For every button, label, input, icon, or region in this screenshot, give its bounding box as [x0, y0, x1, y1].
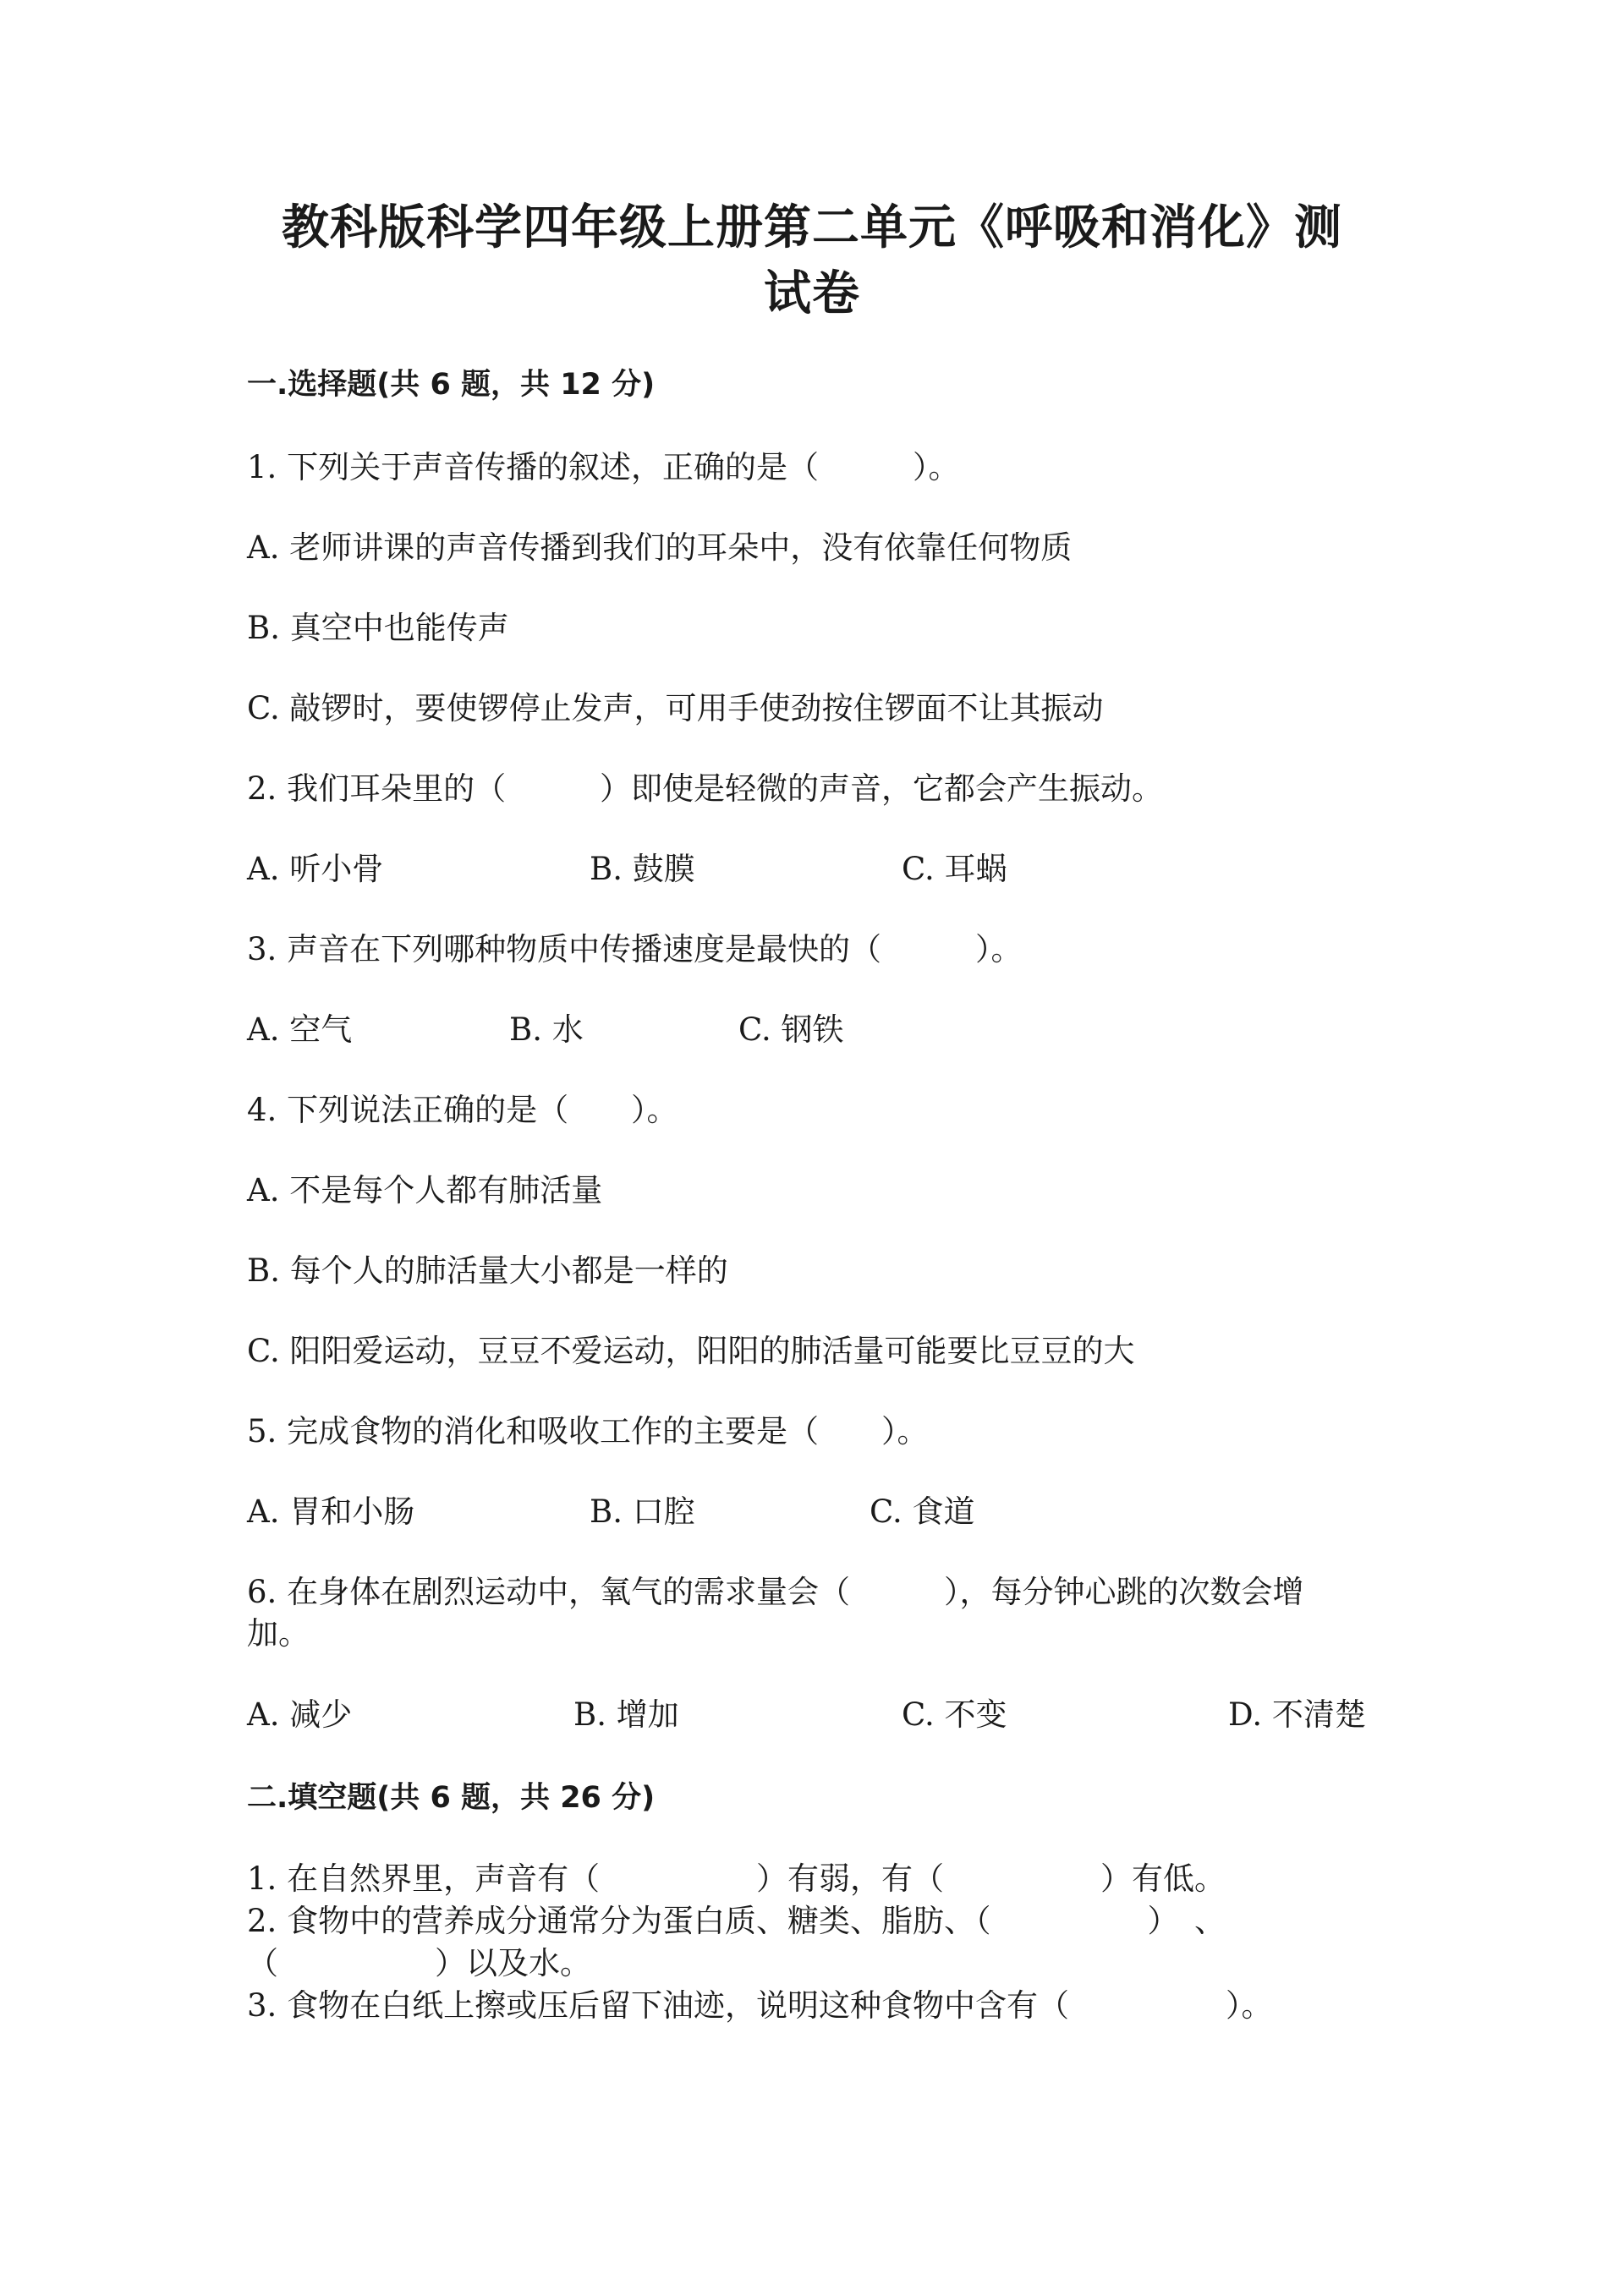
question-5-option-c: C. 食道: [870, 1493, 975, 1530]
question-4-stem: 4. 下列说法正确的是（ ）。: [247, 1092, 678, 1128]
question-1-option-b: B. 真空中也能传声: [247, 610, 509, 646]
question-6-option-c: C. 不变: [902, 1696, 1007, 1733]
question-5-option-b: B. 口腔: [590, 1493, 695, 1530]
question-1-stem: 1. 下列关于声音传播的叙述，正确的是（ ）。: [247, 449, 960, 485]
question-6-option-b: B. 增加: [573, 1696, 679, 1733]
question-6-stem-line-1: 6. 在身体在剧烈运动中，氧气的需求量会（ ），每分钟心跳的次数会增: [247, 1574, 1304, 1610]
question-3-option-b: B. 水: [509, 1011, 584, 1048]
question-2-option-c: C. 耳蜗: [902, 851, 1007, 887]
fill-blank-2-line-2: （ ）以及水。: [247, 1945, 591, 1981]
question-4-option-b: B. 每个人的肺活量大小都是一样的: [247, 1252, 728, 1289]
section-2-heading: 二.填空题(共 6 题，共 26 分): [247, 1781, 656, 1815]
exam-title-line-2: 试卷: [764, 266, 860, 321]
question-3-option-c: C. 钢铁: [738, 1011, 844, 1048]
question-6-option-a: A. 减少: [247, 1696, 353, 1733]
question-1-option-c: C. 敲锣时，要使锣停止发声，可用手使劲按住锣面不让其振动: [247, 690, 1104, 726]
question-3-stem: 3. 声音在下列哪种物质中传播速度是最快的（ ）。: [247, 931, 1023, 967]
question-4-option-a: A. 不是每个人都有肺活量: [247, 1172, 603, 1208]
fill-blank-1: 1. 在自然界里，声音有（ ）有弱，有（ ）有低。: [247, 1860, 1226, 1897]
question-5-option-a: A. 胃和小肠: [247, 1493, 415, 1530]
question-2-option-a: A. 听小骨: [247, 851, 384, 887]
question-6-option-d: D. 不清楚: [1228, 1696, 1366, 1733]
question-2-stem: 2. 我们耳朵里的（ ）即使是轻微的声音，它都会产生振动。: [247, 770, 1164, 807]
question-3-option-a: A. 空气: [247, 1011, 353, 1048]
section-1-heading: 一.选择题(共 6 题，共 12 分): [247, 368, 656, 402]
fill-blank-3: 3. 食物在白纸上擦或压后留下油迹，说明这种食物中含有（ ）。: [247, 1987, 1273, 2024]
fill-blank-2-line-1: 2. 食物中的营养成分通常分为蛋白质、糖类、脂肪、（ ） 、: [247, 1903, 1226, 1939]
question-4-option-c: C. 阳阳爱运动，豆豆不爱运动，阳阳的肺活量可能要比豆豆的大: [247, 1333, 1135, 1369]
exam-title-line-1: 教科版科学四年级上册第二单元《呼吸和消化》测: [282, 200, 1342, 255]
question-5-stem: 5. 完成食物的消化和吸收工作的主要是（ ）。: [247, 1413, 929, 1449]
question-2-option-b: B. 鼓膜: [590, 851, 695, 887]
question-1-option-a: A. 老师讲课的声音传播到我们的耳朵中，没有依靠任何物质: [247, 529, 1073, 566]
question-6-stem-line-2: 加。: [247, 1615, 310, 1652]
